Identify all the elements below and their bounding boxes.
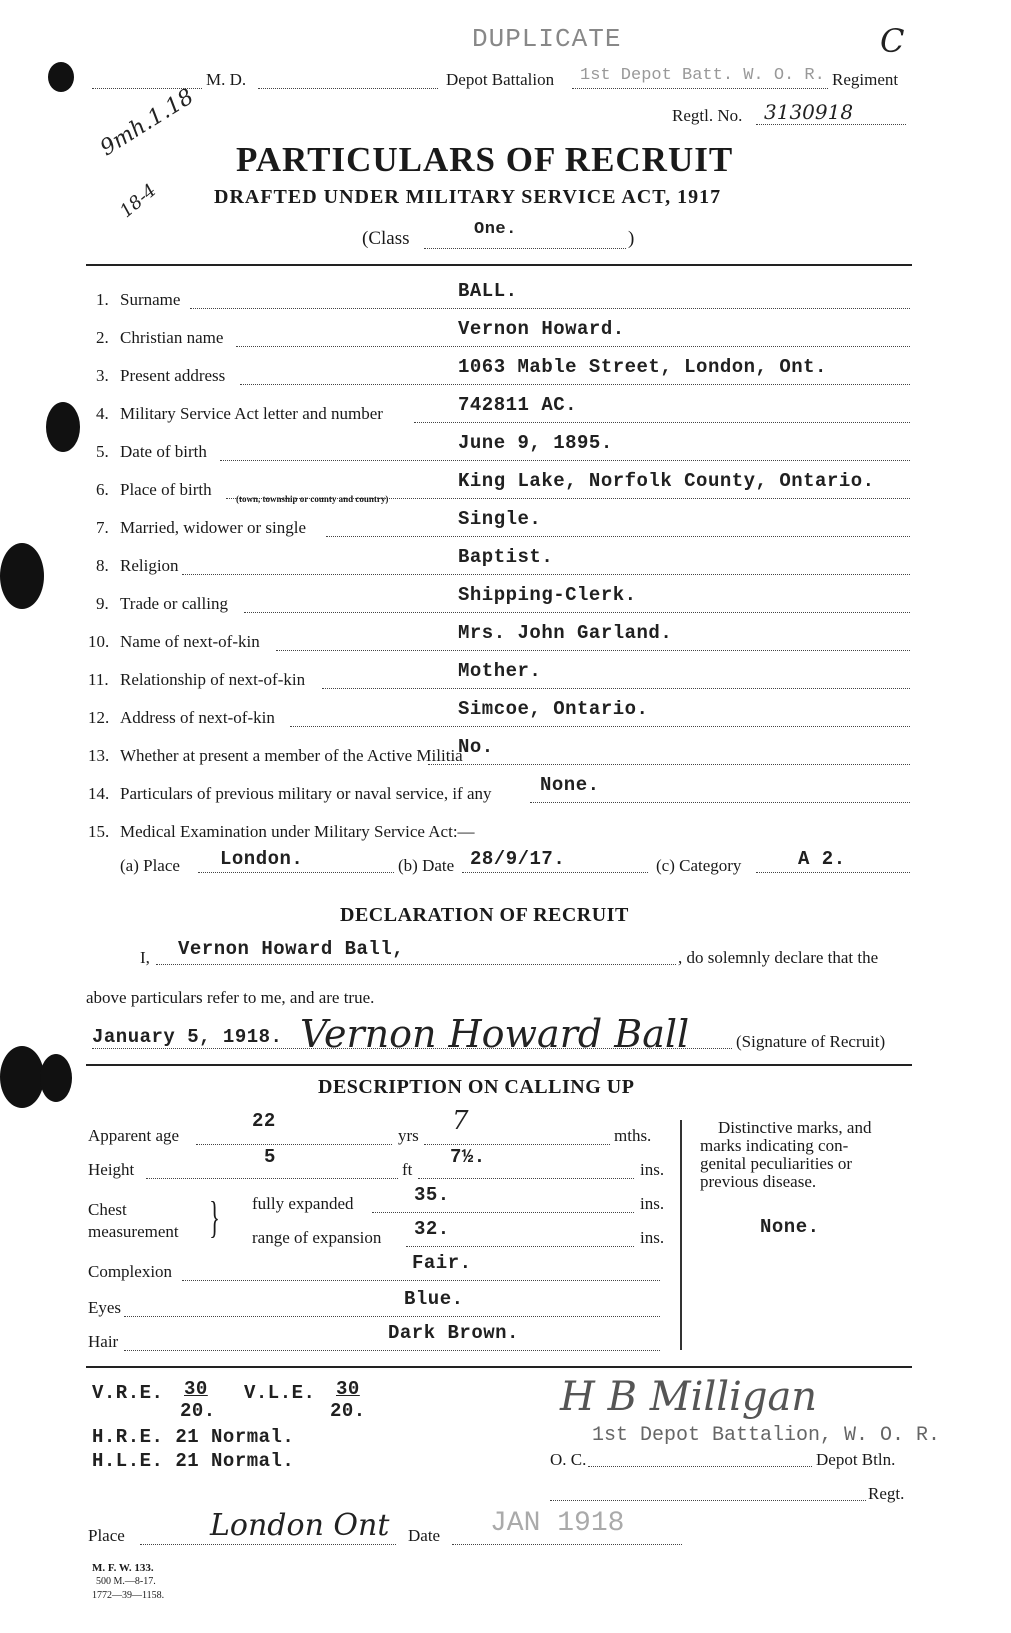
- eyes-value: Blue.: [404, 1288, 464, 1310]
- item-number: 7.: [96, 518, 109, 537]
- form-print-info: 1772—39—1158.: [92, 1590, 165, 1601]
- vre-denominator: 20.: [180, 1400, 216, 1422]
- fully-expanded-value: 35.: [414, 1184, 450, 1206]
- field-value: None.: [540, 774, 600, 796]
- field-label: Christian name: [120, 328, 224, 347]
- apparent-age-months: 7: [452, 1106, 469, 1136]
- item-number: 9.: [96, 594, 109, 613]
- medical-place-value: London.: [220, 848, 304, 870]
- md-label: M. D.: [206, 70, 247, 89]
- declaration-date: January 5, 1918.: [92, 1026, 283, 1048]
- field-label: Place of birth: [120, 480, 212, 499]
- field-value: Simcoe, Ontario.: [458, 698, 649, 720]
- corner-mark: C: [880, 22, 905, 60]
- divider: [86, 264, 912, 266]
- medical-place-label: (a) Place: [120, 856, 180, 875]
- ins-label: ins.: [640, 1160, 665, 1179]
- declaration-name: Vernon Howard Ball,: [178, 938, 405, 960]
- marks-label: previous disease.: [700, 1172, 817, 1191]
- field-label: Name of next-of-kin: [120, 632, 260, 651]
- ins-label: ins.: [640, 1194, 665, 1213]
- field-label: Religion: [120, 556, 179, 575]
- punch-hole: [0, 1046, 44, 1108]
- field-value: Vernon Howard.: [458, 318, 625, 340]
- declaration-i-label: I,: [140, 948, 150, 967]
- date-label: Date: [408, 1526, 441, 1545]
- marks-label: marks indicating con-: [700, 1136, 849, 1155]
- item-number: 15.: [88, 822, 110, 841]
- marks-label: Distinctive marks, and: [718, 1118, 872, 1137]
- eyes-label: Eyes: [88, 1298, 122, 1317]
- vre-numerator: 30: [184, 1378, 208, 1400]
- field-value: Single.: [458, 508, 542, 530]
- divider: [86, 1366, 912, 1368]
- item-number: 5.: [96, 442, 109, 461]
- punch-hole: [40, 1054, 72, 1102]
- regtl-no-label: Regtl. No.: [672, 106, 743, 125]
- item-number: 8.: [96, 556, 109, 575]
- field-label: Present address: [120, 366, 226, 385]
- hair-value: Dark Brown.: [388, 1322, 519, 1344]
- page-subtitle: DRAFTED UNDER MILITARY SERVICE ACT, 1917: [214, 186, 722, 208]
- apparent-age-years: 22: [252, 1110, 276, 1132]
- declaration-heading: DECLARATION OF RECRUIT: [340, 904, 629, 926]
- yrs-label: yrs: [398, 1126, 419, 1145]
- medical-category-value: A 2.: [798, 848, 846, 870]
- vre-label: V.R.E.: [92, 1382, 164, 1404]
- hle-value: H.L.E. 21 Normal.: [92, 1450, 295, 1472]
- place-label: Place: [88, 1526, 125, 1545]
- ins-label: ins.: [640, 1228, 665, 1247]
- range-of-expansion-value: 32.: [414, 1218, 450, 1240]
- chest-label: Chest: [88, 1200, 127, 1219]
- field-value: 742811 AC.: [458, 394, 578, 416]
- margin-note: 18-4: [116, 179, 161, 223]
- chest-label: measurement: [88, 1222, 179, 1241]
- range-of-expansion-label: range of expansion: [252, 1228, 382, 1247]
- form-number: M. F. W. 133.: [92, 1562, 154, 1574]
- field-label: Whether at present a member of the Active Militia: [120, 746, 463, 765]
- field-value: BALL.: [458, 280, 518, 302]
- field-value: 1063 Mable Street, London, Ont.: [458, 356, 827, 378]
- height-feet: 5: [264, 1146, 276, 1168]
- medical-date-label: (b) Date: [398, 856, 455, 875]
- marks-label: genital peculiarities or: [700, 1154, 852, 1173]
- punch-hole: [46, 402, 80, 452]
- marks-value: None.: [760, 1216, 820, 1238]
- oc-label: O. C.: [550, 1450, 587, 1469]
- complexion-label: Complexion: [88, 1262, 173, 1281]
- place-value: London Ont: [210, 1508, 390, 1543]
- fully-expanded-label: fully expanded: [252, 1194, 354, 1213]
- field-value: June 9, 1895.: [458, 432, 613, 454]
- medical-category-label: (c) Category: [656, 856, 742, 875]
- depot-btln-label: Depot Btln.: [816, 1450, 896, 1469]
- officer-stamp: 1st Depot Battalion, W. O. R.: [592, 1424, 941, 1447]
- date-value: JAN 1918: [490, 1508, 625, 1539]
- item-number: 10.: [88, 632, 110, 651]
- field-value: No.: [458, 736, 494, 758]
- field-value: King Lake, Norfolk County, Ontario.: [458, 470, 875, 492]
- item-number: 4.: [96, 404, 109, 423]
- complexion-value: Fair.: [412, 1252, 472, 1274]
- field-value: Baptist.: [458, 546, 554, 568]
- class-close: ): [628, 228, 635, 249]
- duplicate-stamp: DUPLICATE: [472, 24, 622, 54]
- field-label: Medical Examination under Military Service Act:—: [120, 822, 475, 841]
- column-divider: [680, 1120, 682, 1350]
- height-label: Height: [88, 1160, 135, 1179]
- item-number: 11.: [88, 670, 109, 689]
- form-print-info: 500 M.—8-17.: [96, 1576, 156, 1587]
- medical-date-value: 28/9/17.: [470, 848, 566, 870]
- item-number: 14.: [88, 784, 110, 803]
- vle-label: V.L.E.: [244, 1382, 316, 1404]
- field-label: Surname: [120, 290, 181, 309]
- field-label: Married, widower or single: [120, 518, 307, 537]
- field-label: Particulars of previous military or naval service, if any: [120, 784, 492, 803]
- vle-denominator: 20.: [330, 1400, 366, 1422]
- field-label: Date of birth: [120, 442, 207, 461]
- vle-numerator: 30: [336, 1378, 360, 1400]
- chest-brace: }: [209, 1193, 220, 1242]
- description-heading: DESCRIPTION ON CALLING UP: [318, 1076, 635, 1098]
- divider: [86, 1064, 912, 1066]
- depot-battalion-value: 1st Depot Batt. W. O. R.: [580, 66, 825, 85]
- field-label: Address of next-of-kin: [120, 708, 275, 727]
- ft-label: ft: [402, 1160, 413, 1179]
- height-inches: 7½.: [450, 1146, 486, 1168]
- field-value: Shipping-Clerk.: [458, 584, 637, 606]
- field-label: Trade or calling: [120, 594, 228, 613]
- officer-signature: H B Milligan: [560, 1374, 818, 1420]
- depot-battalion-label: Depot Battalion: [446, 70, 555, 89]
- declaration-line-2: above particulars refer to me, and are true.: [86, 988, 375, 1007]
- signature-label: (Signature of Recruit): [736, 1032, 886, 1051]
- class-label: (Class: [362, 228, 410, 249]
- apparent-age-label: Apparent age: [88, 1126, 180, 1145]
- field-value: Mrs. John Garland.: [458, 622, 673, 644]
- hair-label: Hair: [88, 1332, 119, 1351]
- punch-hole: [48, 62, 74, 92]
- hre-value: H.R.E. 21 Normal.: [92, 1426, 295, 1448]
- mths-label: mths.: [614, 1126, 652, 1145]
- item-number: 12.: [88, 708, 110, 727]
- field-label: Military Service Act letter and number: [120, 404, 383, 423]
- item-number: 2.: [96, 328, 109, 347]
- item-number: 6.: [96, 480, 109, 499]
- item-number: 1.: [96, 290, 109, 309]
- item-number: 13.: [88, 746, 110, 765]
- field-value: Mother.: [458, 660, 542, 682]
- item-number: 3.: [96, 366, 109, 385]
- field-label: Relationship of next-of-kin: [120, 670, 306, 689]
- punch-hole: [0, 543, 44, 609]
- regiment-label: Regiment: [832, 70, 899, 89]
- regt-label: Regt.: [868, 1484, 905, 1503]
- margin-note: 9mh.1.18: [96, 84, 199, 162]
- page-title: PARTICULARS OF RECRUIT: [236, 140, 734, 179]
- place-of-birth-hint: (town, township or county and country): [236, 494, 389, 504]
- declaration-text: , do solemnly declare that the: [678, 948, 879, 967]
- regtl-no-value: 3130918: [764, 100, 854, 124]
- class-value: One.: [474, 220, 517, 239]
- recruit-signature: Vernon Howard Ball: [300, 1012, 690, 1056]
